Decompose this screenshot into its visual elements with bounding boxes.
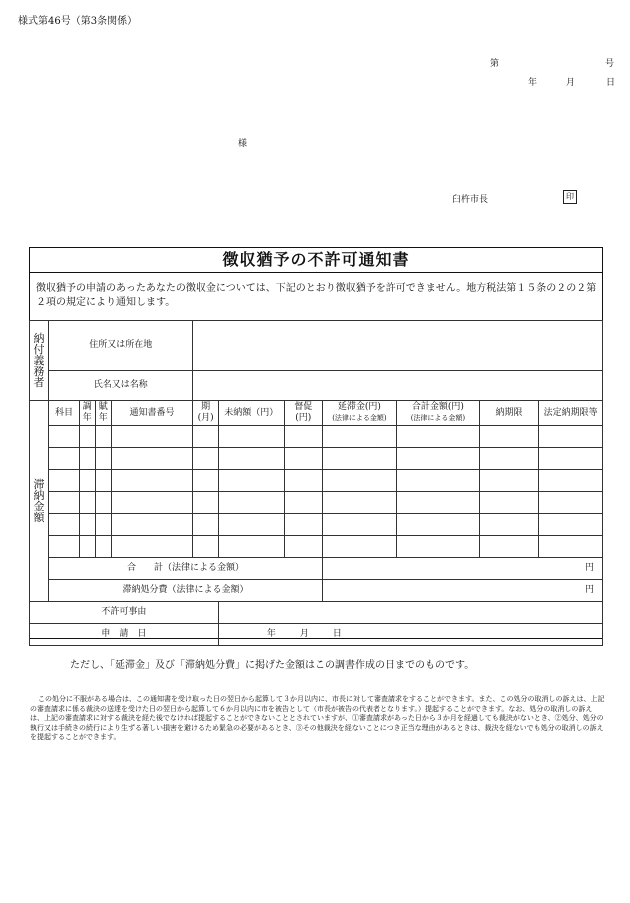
col-tax-year: 調 年 (79, 401, 95, 426)
taxpayer-section-label: 納 付 義 務 者 (30, 321, 49, 401)
footnote: ただし、「延滞金」及び「滞納処分費」に掲げた金額はこの調書作成の日までのものです。 (70, 660, 475, 671)
disposal-fee-yen: 円 (322, 580, 602, 602)
doc-number-prefix: 第 (490, 59, 500, 69)
application-date-field: 年 月 日 (218, 624, 602, 646)
form-table (29, 320, 603, 646)
legal-notice: この処分に不服がある場合は、この通知書を受け取った日の翌日から起算して３か月以内に、市長に対して審査請求をすることができます。また、この処分の取消しの訴えは、上記の審査請求に係る裁決の送達を受けた日の翌日から起算して６か月以内に市を被告として（市長が被告の代表者となります。）提起することができます。なお、処分の取消しの訴えは、上記の審査請求に対する裁決を経た後でなければ提起することができないこととされていますが、①審査請求があった日から３か月を経過しても裁決がないとき、②処分、処分の執行又は手続きの続行により生ずる著しい損害を避けるため緊急の必要があるとき、③その他裁決を経ないことにつき正当な理由があるときは、裁決を経ないでも処分の取消しの訴えを提起することができます。 (30, 695, 605, 742)
date-month: 月 (566, 78, 576, 88)
date-year: 年 (528, 78, 538, 88)
col-notice-no: 通知書番号 (111, 401, 193, 426)
sum-label: 合 計（法律による金額） (49, 558, 323, 580)
issuer-name: 臼杵市長 (452, 195, 489, 205)
intro-text: 徴収猶予の申請のあったあなたの徴収金については、下記のとおり徴収猶予を許可できません。地方税法第１５条の２の２第２項の規定により通知します。 (36, 283, 597, 308)
reason-label: 不許可事由 (30, 602, 219, 624)
date-day: 日 (606, 78, 616, 88)
addressee-suffix: 様 (238, 139, 248, 149)
form-number: 様式第46号（第3条関係） (18, 16, 138, 27)
address-field (193, 321, 603, 371)
seal-box: 印 (563, 190, 577, 204)
col-due: 納期限 (479, 401, 538, 426)
col-item: 科目 (49, 401, 80, 426)
col-reminder: 督促 (円) (284, 401, 322, 426)
arrears-section-label: 滞 納 金 額 (30, 401, 49, 602)
col-total: 合計金額(円) (法律による金額) (397, 401, 480, 426)
application-date-label: 申 請 日 (30, 624, 219, 646)
address-label: 住所又は所在地 (49, 321, 193, 371)
document-title: 徴収猶予の不許可通知書 (29, 247, 603, 273)
col-period: 期 (月) (193, 401, 218, 426)
disposal-fee-label: 滞納処分費（法律による金額） (49, 580, 323, 602)
name-field (193, 371, 603, 401)
col-levy-year: 賦 年 (95, 401, 111, 426)
col-legal-due: 法定納期限等 (539, 401, 603, 426)
col-delinquency: 延滞金(円) (法律による金額) (322, 401, 396, 426)
sum-yen: 円 (322, 558, 602, 580)
col-unpaid: 未納額（円） (218, 401, 284, 426)
doc-number-suffix: 号 (605, 59, 615, 69)
name-label: 氏名又は名称 (49, 371, 193, 401)
reason-field (218, 602, 602, 624)
